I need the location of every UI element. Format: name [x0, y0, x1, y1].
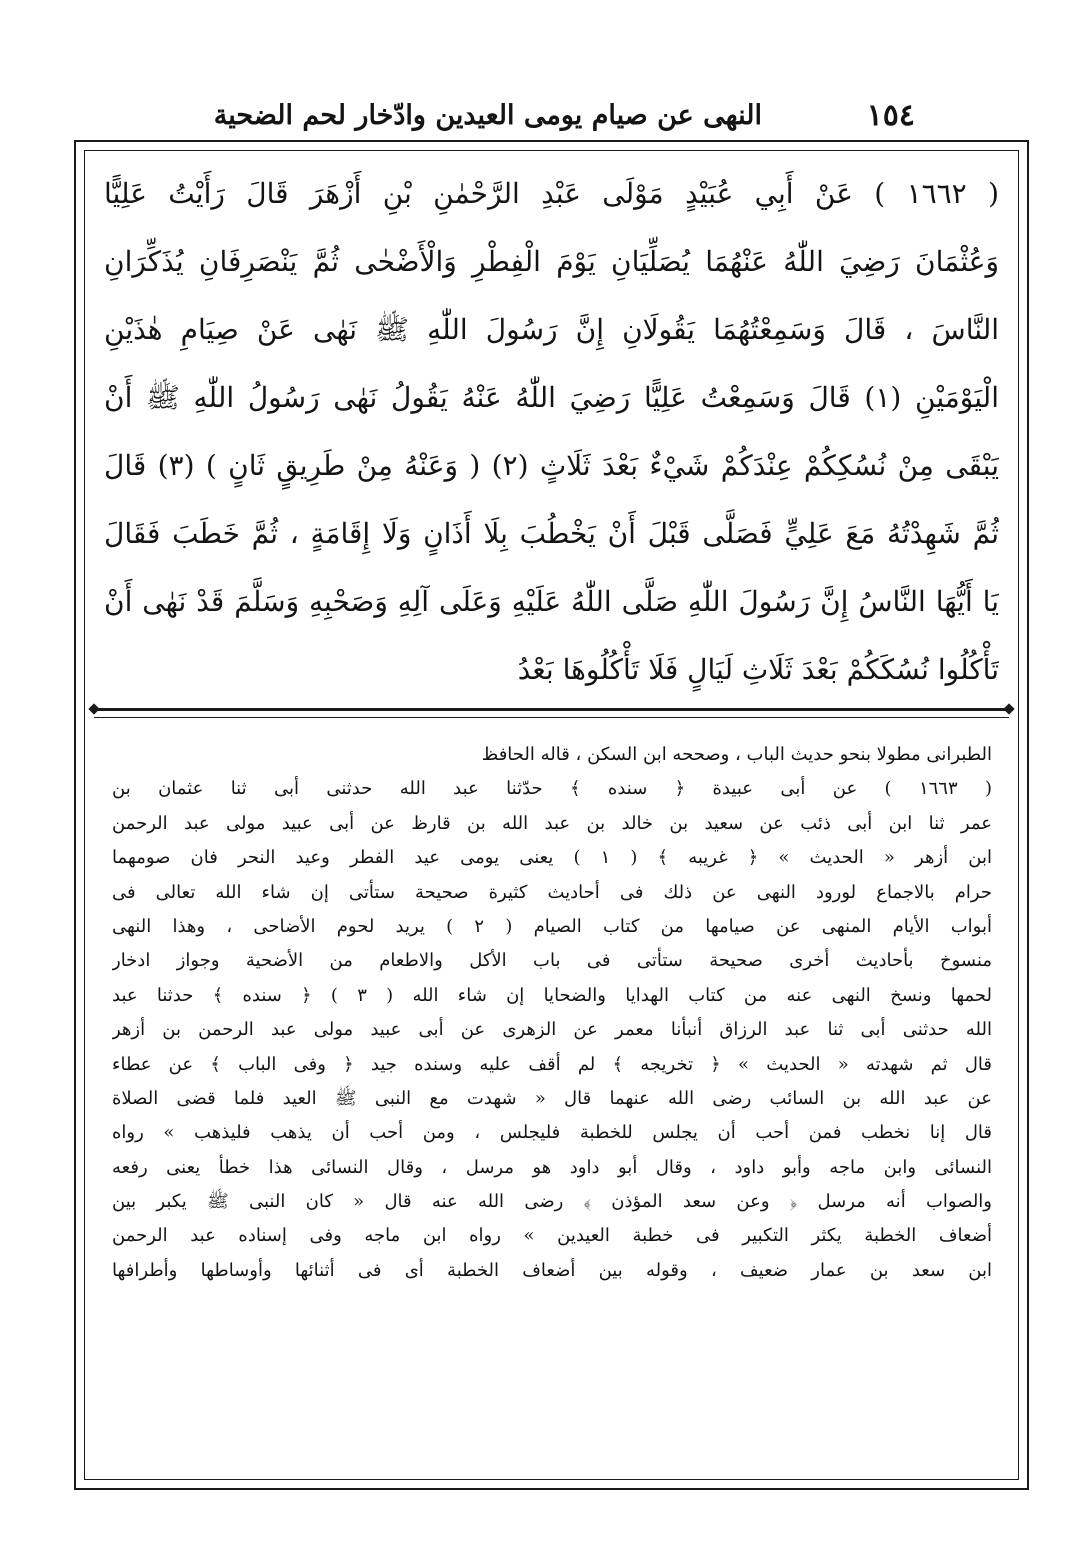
main-text-line: يَبْقَى مِنْ نُسُكِكُمْ عِنْدَكُمْ شَيْءٌ بَعْدَ ثَلَاثٍ (٢) ( وَعَنْهُ مِنْ طَرِيقٍ ثَانٍ ) (٣) قَالَ	[104, 449, 999, 482]
main-text-line: يَا أَيُّهَا النَّاسُ إِنَّ رَسُولَ اللّٰهِ صَلَّى اللّٰهُ عَلَيْهِ وَعَلَى آلِهِ وَصَحْبِهِ وَسَلَّمَ قَدْ نَهٰى أَنْ	[104, 585, 999, 618]
note-line: الله حدثنى أبى ثنا عبد الرزاق أنبأنا معمر عن الزهرى عن أبى عبيد مولى عبد الرحمن بن أزهر	[112, 1019, 992, 1041]
note-line: حرام بالاجماع لورود النهى عن ذلك فى أحاديث كثيرة صحيحة ستأتى إن شاء الله تعالى فى	[112, 881, 992, 903]
note-line: النسائى وابن ماجه وأبو داود ، وقال أبو داود هو مرسل ، وقال النسائى هذا خطأ يعنى رفعه	[112, 1156, 992, 1178]
note-line: قال ثم شهدته « الحديث » ﴿ تخريجه ﴾ لم أقف عليه وسنده جيد ﴿ وفى الباب ﴾ عن عطاء	[112, 1053, 992, 1075]
note-line: ابن أزهر « الحديث » ﴿ غريبه ﴾ ( ١ ) يعنى يومى عيد الفطر وعيد النحر فان صومهما	[112, 847, 992, 869]
note-line: والصواب أنه مرسل ﴿ وعن سعد المؤذن ﴾ رضى الله عنه قال « كان النبى ﷺ يكبر بين	[112, 1191, 992, 1213]
page-number: ١٥٤	[866, 98, 915, 133]
note-line: أبواب الأيام المنهى عن صيامها من كتاب الصيام ( ٢ ) يريد لحوم الأضاحى ، وهذا النهى	[112, 915, 992, 937]
main-text-line: ( ١٦٦٢ ) عَنْ أَبِي عُبَيْدٍ مَوْلَى عَبْدِ الرَّحْمٰنِ بْنِ أَزْهَرَ قَالَ رَأَيْتُ عَلِيًّا	[104, 177, 999, 210]
main-text-line: ثُمَّ شَهِدْتُهُ مَعَ عَلِيٍّ فَصَلَّى قَبْلَ أَنْ يَخْطُبَ بِلَا أَذَانٍ وَلَا إِقَامَةٍ ، ثُمَّ خَطَبَ فَقَالَ	[104, 517, 999, 550]
note-line: لحمها ونسخ النهى عنه من كتاب الهدايا والضحايا إن شاء الله ( ٣ ) ﴿ سنده ﴾ حدثنا عبد	[112, 984, 992, 1006]
running-title: النهى عن صيام يومى العيدين وادّخار لحم الضحية	[213, 100, 762, 131]
main-text-line: الْيَوْمَيْنِ (١) قَالَ وَسَمِعْتُ عَلِيًّا رَضِيَ اللّٰهُ عَنْهُ يَقُولُ نَهٰى رَسُولُ اللّٰهِ ﷺ أَنْ	[104, 381, 999, 414]
note-line: عن عبد الله بن السائب رضى الله عنهما قال « شهدت مع النبى ﷺ العيد فلما قضى الصلاة	[112, 1087, 992, 1109]
note-line: منسوخ بأحاديث أخرى صحيحة ستأتى فى باب الأكل والاطعام من الأضحية وجواز ادخار	[112, 950, 992, 972]
commentary-notes	[112, 738, 992, 1288]
hadith-main-text	[104, 160, 999, 704]
note-line: قال إنا نخطب فمن أحب أن يجلس للخطبة فليجلس ، ومن أحب أن يذهب فليذهب » رواه	[112, 1122, 992, 1144]
page-header	[213, 92, 915, 136]
note-line: عمر ثنا ابن أبى ذئب عن سعيد بن خالد بن عبد الله بن قارظ عن أبى عبيد مولى عبد الرحمن	[112, 812, 992, 834]
note-line: ( ١٦٦٣ ) عن أبى عبيدة ﴿ سنده ﴾ حدّثنا عبد الله حدثنى أبى ثنا عثمان بن	[112, 778, 992, 800]
note-line: أضعاف الخطبة يكثر التكبير فى خطبة العيدين » رواه ابن ماجه وفى إسناده عبد الرحمن	[112, 1225, 992, 1247]
main-text-line: النَّاسَ ، قَالَ وَسَمِعْتُهُمَا يَقُولَانِ إِنَّ رَسُولَ اللّٰهِ ﷺ نَهٰى عَنْ صِيَامِ هٰذَيْنِ	[104, 313, 999, 346]
main-text-line: وَعُثْمَانَ رَضِيَ اللّٰهُ عَنْهُمَا يُصَلِّيَانِ يَوْمَ الْفِطْرِ وَالْأَضْحٰى ثُمَّ يَنْصَرِفَانِ يُذَكِّرَانِ	[104, 245, 999, 278]
note-line: الطبرانى مطولا بنحو حديث الباب ، وصححه ابن السكن ، قاله الحافظ	[481, 744, 992, 765]
main-text-line: تَأْكُلُوا نُسُكَكُمْ بَعْدَ ثَلَاثِ لَيَالٍ فَلَا تَأْكُلُوهَا بَعْدُ	[517, 653, 999, 686]
note-line: ابن سعد بن عمار ضعيف ، وقوله بين أضعاف الخطبة أى فى أثنائها وأوساطها وأطرافها	[112, 1259, 992, 1281]
section-divider	[94, 708, 1009, 718]
